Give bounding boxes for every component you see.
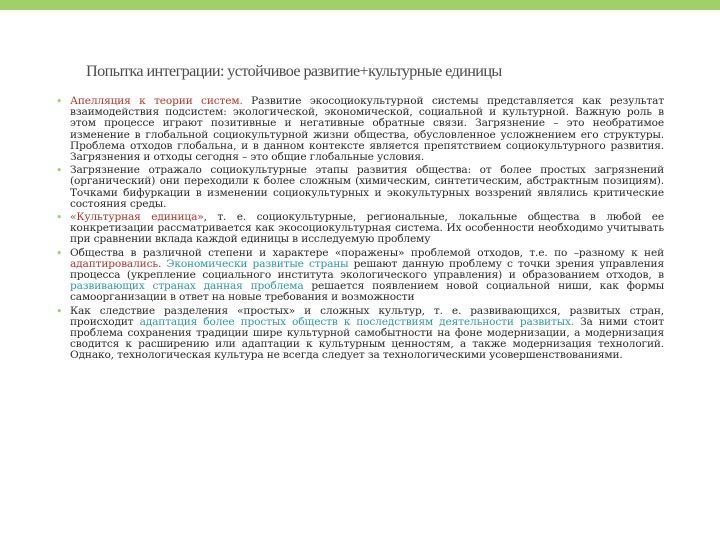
bullet-icon: • bbox=[56, 95, 63, 108]
highlight-text: развивающих странах данная проблема bbox=[70, 280, 304, 293]
list-item bbox=[56, 212, 664, 246]
item-text: Общества в различной степени и характере «поражены» проблемой отходов, т.е. по –разному к ней bbox=[70, 246, 664, 259]
item-lead: «Культурная единица» bbox=[70, 211, 204, 224]
list-item bbox=[56, 96, 664, 163]
item-text: решают данную проблему с точки зрения управления процесса (укрепление социального института экологического управления) и образованием отходов, в bbox=[70, 257, 664, 282]
highlight-text: адаптировались. bbox=[70, 257, 162, 270]
item-text: Развитие экосоциокультурной системы представляется как результат взаимодействия подсистем: экологической, экономической, социальной и культурной. Важную роль в этом процессе играют позитивные и негативные обратные связи. Загрязнение – это необратимое изменение в глобальной социокультурной жизни общества, обусловленное усложнением его структуры. Проблема отходов глобальна, и в данном контексте является препятствием социокультурного развития. Загрязнения и отходы сегодня – это общие глобальные условия. bbox=[70, 95, 664, 164]
item-text: Как следствие разделения «простых» и сложных культур, т. е. развивающихся, развитых стран, происходит bbox=[70, 304, 664, 328]
item-text: За ними стоит проблема сохранения традиции шире культурной самобытности на фоне модернизации, а модернизация сводится к расширению или адаптации к культурным ценностям, а также модернизация технологий. Однако, технологическая культура не всегда следует за технологическими усовершенствованиями. bbox=[70, 315, 665, 362]
list-item bbox=[56, 306, 664, 362]
highlight-text: адаптация более простых обществ к последствиям деятельности развитых. bbox=[139, 315, 575, 328]
bullet-list bbox=[56, 96, 664, 364]
item-text: , т. е. социокультурные, региональные, локальные общества в любой ее конкретизации рассматривается как экосоциокультурная система. Их особенности необходимо учитывать при сравнении вклада каждой единицы в исследуемую проблему bbox=[70, 211, 664, 246]
top-accent-bar bbox=[0, 0, 720, 10]
bullet-icon: • bbox=[56, 246, 63, 260]
slide-title: Попытка интеграции: устойчивое развитие+культурные единицы bbox=[86, 62, 502, 80]
bullet-icon: • bbox=[56, 164, 63, 178]
item-text: Загрязнение отражало социокультурные этапы развития общества: от более простых загрязнений (органический) они переходили к более сложным (химическим, синтетическим, абстрактным позициям). Точками бифуркации в изменении социокультурных и экокультурных воззрений являлись критические состояния среды. bbox=[70, 164, 664, 210]
item-text: решается появлением новой социальной ниши, как формы самоорганизации в ответ на новые требования и возможности bbox=[70, 280, 664, 304]
highlight-text: Экономически развитые страны bbox=[166, 257, 349, 270]
item-lead: Апелляция к теории систем. bbox=[70, 95, 243, 107]
bullet-icon: • bbox=[56, 211, 63, 225]
list-item bbox=[56, 165, 664, 210]
bullet-icon: • bbox=[56, 304, 63, 318]
list-item bbox=[56, 248, 664, 304]
